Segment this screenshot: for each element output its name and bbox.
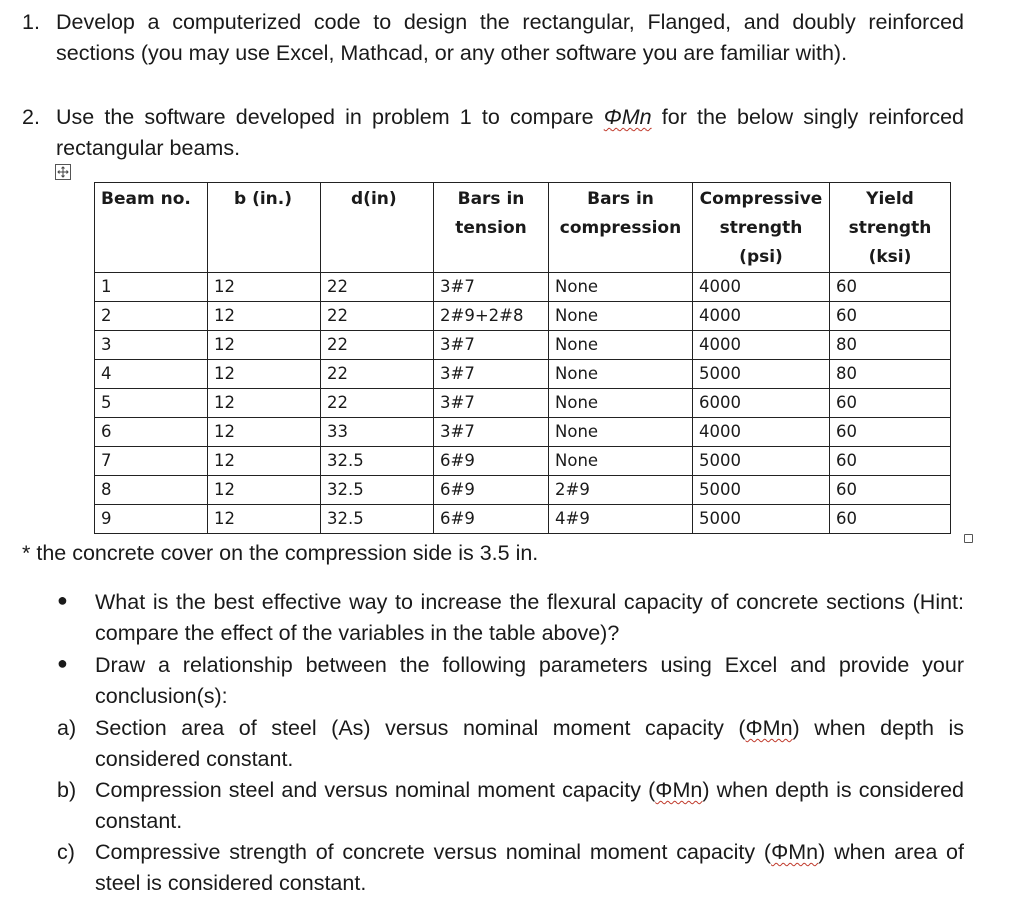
- cell-beam-no: 5: [95, 389, 208, 418]
- subitem-a-text-before: Section area of steel (As) versus nominal moment capacity (: [95, 716, 746, 740]
- table-header-row: [95, 183, 951, 273]
- table-row: [95, 273, 951, 302]
- subitem-c-letter: c): [57, 840, 75, 864]
- subitem-b-letter: b): [57, 778, 77, 802]
- table-row: [95, 360, 951, 389]
- cell-bars-compression: 4#9: [549, 505, 693, 534]
- cell-d: 32.5: [321, 447, 434, 476]
- footnote: * the concrete cover on the compression side is 3.5 in.: [22, 541, 539, 565]
- phi-mn-symbol: ΦMn: [771, 840, 819, 864]
- cell-d: 22: [321, 273, 434, 302]
- header-compressive-strength: [693, 183, 830, 273]
- header-bars-compression-text: Bars in compression: [559, 189, 682, 238]
- bullet-2: Draw a relationship between the following parameters using Excel and provide your conclusion(s):: [95, 653, 964, 708]
- header-d: d(in): [321, 183, 434, 273]
- cell-bars-tension: 6#9: [434, 447, 549, 476]
- table-row: [95, 389, 951, 418]
- problem-2: [22, 102, 964, 164]
- subitem-b: [57, 775, 964, 837]
- cell-beam-no: 7: [95, 447, 208, 476]
- problem-1: [22, 7, 964, 69]
- cell-compressive-strength: 4000: [693, 331, 830, 360]
- header-beam-no: Beam no.: [95, 183, 208, 273]
- cell-d: 33: [321, 418, 434, 447]
- cell-d: 22: [321, 302, 434, 331]
- subitem-a-text-after: ) when depth is considered constant.: [95, 716, 964, 771]
- cell-yield-strength: 80: [830, 360, 951, 389]
- cell-d: 22: [321, 360, 434, 389]
- cell-d: 32.5: [321, 476, 434, 505]
- phi-mn-symbol: ΦMn: [603, 105, 652, 129]
- header-b: b (in.): [208, 183, 321, 273]
- problem-2-text-before: Use the software developed in problem 1 to compare: [56, 105, 604, 129]
- cell-beam-no: 8: [95, 476, 208, 505]
- header-yield-strength: [830, 183, 951, 273]
- table-row: [95, 476, 951, 505]
- problem-1-text: Develop a computerized code to design the rectangular, Flanged, and doubly reinforced sections (you may use Excel, Mathcad, or any other software you are familiar with).: [56, 10, 964, 65]
- cell-bars-compression: None: [549, 331, 693, 360]
- bullet-1: What is the best effective way to increase the flexural capacity of concrete sections (Hint: compare the effect of the variables in the table above)?: [95, 590, 964, 645]
- problem-2-number: 2.: [22, 105, 40, 129]
- cell-compressive-strength: 5000: [693, 360, 830, 389]
- subitem-c: [57, 837, 964, 899]
- table-row: [95, 418, 951, 447]
- table-row: [95, 505, 951, 534]
- cell-b: 12: [208, 476, 321, 505]
- cell-compressive-strength: 5000: [693, 505, 830, 534]
- cell-beam-no: 9: [95, 505, 208, 534]
- cell-bars-tension: 3#7: [434, 418, 549, 447]
- beams-table: [94, 182, 951, 534]
- cell-yield-strength: 60: [830, 302, 951, 331]
- header-yield-strength-text: Yield strength (ksi): [848, 189, 932, 267]
- cell-b: 12: [208, 418, 321, 447]
- cell-yield-strength: 60: [830, 273, 951, 302]
- cell-b: 12: [208, 447, 321, 476]
- cell-beam-no: 2: [95, 302, 208, 331]
- cell-beam-no: 4: [95, 360, 208, 389]
- cell-compressive-strength: 5000: [693, 476, 830, 505]
- cell-d: 22: [321, 331, 434, 360]
- cell-compressive-strength: 5000: [693, 447, 830, 476]
- cell-b: 12: [208, 389, 321, 418]
- phi-mn-symbol: ΦMn: [655, 778, 703, 802]
- subitem-b-text-after: ) when depth is considered constant.: [95, 778, 964, 833]
- cell-compressive-strength: 4000: [693, 302, 830, 331]
- cell-beam-no: 6: [95, 418, 208, 447]
- cell-beam-no: 1: [95, 273, 208, 302]
- resize-handle-icon[interactable]: [964, 534, 973, 543]
- subitem-a-letter: a): [57, 716, 77, 740]
- table-row: [95, 447, 951, 476]
- cell-b: 12: [208, 360, 321, 389]
- cell-bars-compression: None: [549, 447, 693, 476]
- cell-bars-tension: 2#9+2#8: [434, 302, 549, 331]
- cell-bars-compression: None: [549, 389, 693, 418]
- cell-bars-compression: None: [549, 418, 693, 447]
- header-bars-tension-text: Bars in tension: [455, 189, 527, 238]
- cell-d: 32.5: [321, 505, 434, 534]
- header-compressive-strength-text: Compressive strength (psi): [699, 189, 823, 267]
- cell-bars-tension: 3#7: [434, 360, 549, 389]
- move-handle-icon[interactable]: [55, 164, 71, 180]
- cell-bars-tension: 6#9: [434, 505, 549, 534]
- table-body: [95, 273, 951, 534]
- header-bars-tension: [434, 183, 549, 273]
- cell-bars-compression: None: [549, 273, 693, 302]
- subitem-b-text-before: Compression steel and versus nominal moment capacity (: [95, 778, 656, 802]
- bullet-dot-icon: ●: [57, 590, 68, 610]
- cell-compressive-strength: 4000: [693, 273, 830, 302]
- cell-yield-strength: 60: [830, 418, 951, 447]
- subitem-c-text-after: ) when area of steel is considered constant.: [95, 840, 964, 895]
- table-row: [95, 331, 951, 360]
- cell-bars-compression: None: [549, 360, 693, 389]
- table-row: [95, 302, 951, 331]
- subitem-c-text-before: Compressive strength of concrete versus nominal moment capacity (: [95, 840, 772, 864]
- cell-yield-strength: 60: [830, 505, 951, 534]
- problem-1-number: 1.: [22, 10, 40, 34]
- cell-bars-tension: 3#7: [434, 273, 549, 302]
- problem-2-text-after: for the below singly reinforced rectangular beams.: [56, 105, 965, 160]
- cell-yield-strength: 80: [830, 331, 951, 360]
- cell-compressive-strength: 4000: [693, 418, 830, 447]
- cell-compressive-strength: 6000: [693, 389, 830, 418]
- cell-yield-strength: 60: [830, 389, 951, 418]
- cell-beam-no: 3: [95, 331, 208, 360]
- cell-bars-tension: 3#7: [434, 331, 549, 360]
- cell-yield-strength: 60: [830, 476, 951, 505]
- bullet-dot-icon: ●: [57, 653, 68, 673]
- cell-bars-compression: 2#9: [549, 476, 693, 505]
- cell-bars-compression: None: [549, 302, 693, 331]
- subitem-a: [57, 713, 964, 775]
- cell-b: 12: [208, 331, 321, 360]
- cell-yield-strength: 60: [830, 447, 951, 476]
- phi-mn-symbol: ΦMn: [745, 716, 793, 740]
- cell-bars-tension: 3#7: [434, 389, 549, 418]
- cell-b: 12: [208, 505, 321, 534]
- cell-d: 22: [321, 389, 434, 418]
- cell-bars-tension: 6#9: [434, 476, 549, 505]
- cell-b: 12: [208, 302, 321, 331]
- cell-b: 12: [208, 273, 321, 302]
- header-bars-compression: [549, 183, 693, 273]
